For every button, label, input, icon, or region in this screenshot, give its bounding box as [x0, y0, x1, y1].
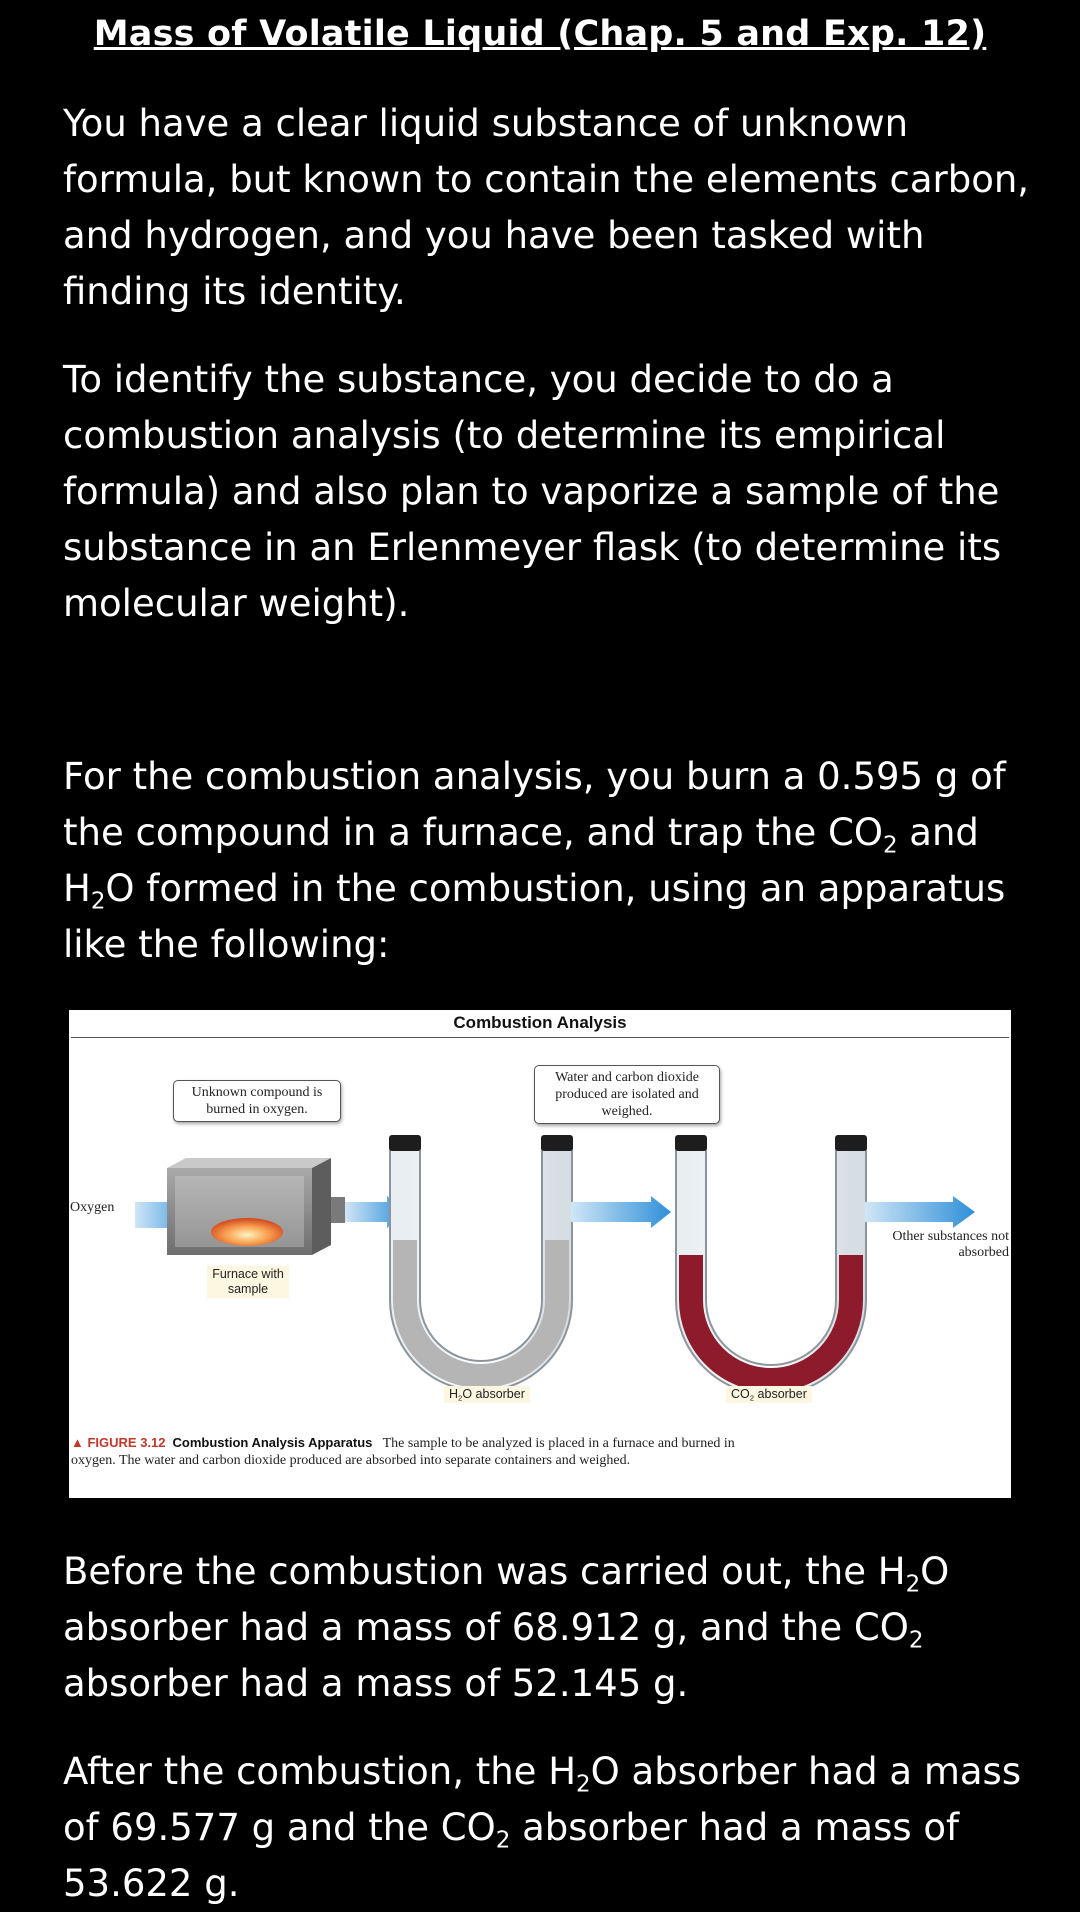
connector-arrow — [571, 1196, 671, 1228]
figure-divider — [71, 1037, 1009, 1038]
combustion-paragraph — [63, 749, 1053, 973]
p4-sub-1: 2 — [905, 1571, 921, 1598]
combustion-figure — [69, 1010, 1011, 1498]
h2o-absorber-tube — [389, 1135, 573, 1376]
h2o-label-sub: 2 — [458, 1393, 463, 1403]
figure-caption — [71, 1434, 751, 1469]
after-combustion-paragraph — [63, 1744, 1053, 1912]
page-title: Mass of Volatile Liquid (Chap. 5 and Exp. 12) — [93, 14, 987, 54]
intro-paragraph: You have a clear liquid substance of unknown formula, but known to contain the elements carbon, and hydrogen, and you have been tasked with finding its identity. — [63, 102, 1030, 313]
plan-paragraph: To identify the substance, you decide to do a combustion analysis (to determine its empirical formula) and also plan to vaporize a sample of the substance in an Erlenmeyer flask (to determine its molecular weight). — [63, 358, 1002, 625]
p3-sub-2: 2 — [90, 888, 106, 915]
h2o-label-b: O absorber — [462, 1387, 525, 1401]
p5-sub-2: 2 — [495, 1827, 511, 1854]
p3-text-2: and H — [63, 811, 979, 910]
caption-figure-number: ▲ FIGURE 3.12 — [71, 1435, 166, 1450]
other-substances-label: Other substances not absorbed — [892, 1229, 1009, 1260]
p5-text-3: absorber had a mass of 53.622 g. — [63, 1806, 960, 1905]
h2o-absorber-label — [444, 1386, 530, 1403]
figure-title: Combustion Analysis — [453, 1013, 627, 1032]
p4-text-3: absorber had a mass of 52.145 g. — [63, 1662, 689, 1705]
p5-sub-1: 2 — [576, 1771, 591, 1798]
oxygen-label: Oxygen — [70, 1200, 115, 1215]
p4-text-1: Before the combustion was carried out, the H — [63, 1550, 906, 1593]
co2-absorber-label — [726, 1386, 812, 1403]
co2-label-a: CO — [731, 1387, 750, 1401]
p5-text-2: O absorber had a mass of 69.577 g and the CO — [63, 1750, 1022, 1849]
p4-sub-2: 2 — [908, 1627, 924, 1654]
p3-sub-1: 2 — [882, 832, 898, 859]
callout-unknown-compound: Unknown compound is burned in oxygen. — [173, 1080, 341, 1122]
p5-text-1: After the combustion, the H — [63, 1750, 577, 1793]
p4-text-2: O absorber had a mass of 68.912 g, and the CO — [63, 1550, 950, 1649]
p3-text-1: For the combustion analysis, you burn a 0.595 g of the compound in a furnace, and trap the CO — [63, 755, 1006, 854]
p3-text-3: O formed in the combustion, using an apparatus like the following: — [63, 867, 1006, 966]
co2-label-sub: 2 — [749, 1393, 755, 1403]
furnace — [167, 1158, 331, 1255]
burning-sample — [211, 1218, 283, 1246]
furnace-label: Furnace with sample — [207, 1266, 289, 1298]
caption-heading: Combustion Analysis Apparatus — [172, 1435, 373, 1450]
co2-absorber-tube — [675, 1135, 867, 1380]
co2-label-b: absorber — [754, 1387, 807, 1401]
caption-text: The sample to be analyzed is placed in a furnace and burned in oxygen. The water and carbon dioxide produced are absorbed into separate containers and weighed. — [71, 1436, 735, 1468]
before-combustion-paragraph — [63, 1544, 1053, 1712]
callout-water-co2: Water and carbon dioxide produced are isolated and weighed. — [534, 1065, 720, 1124]
h2o-label-a: H — [449, 1387, 459, 1401]
outlet-arrow — [865, 1196, 975, 1228]
